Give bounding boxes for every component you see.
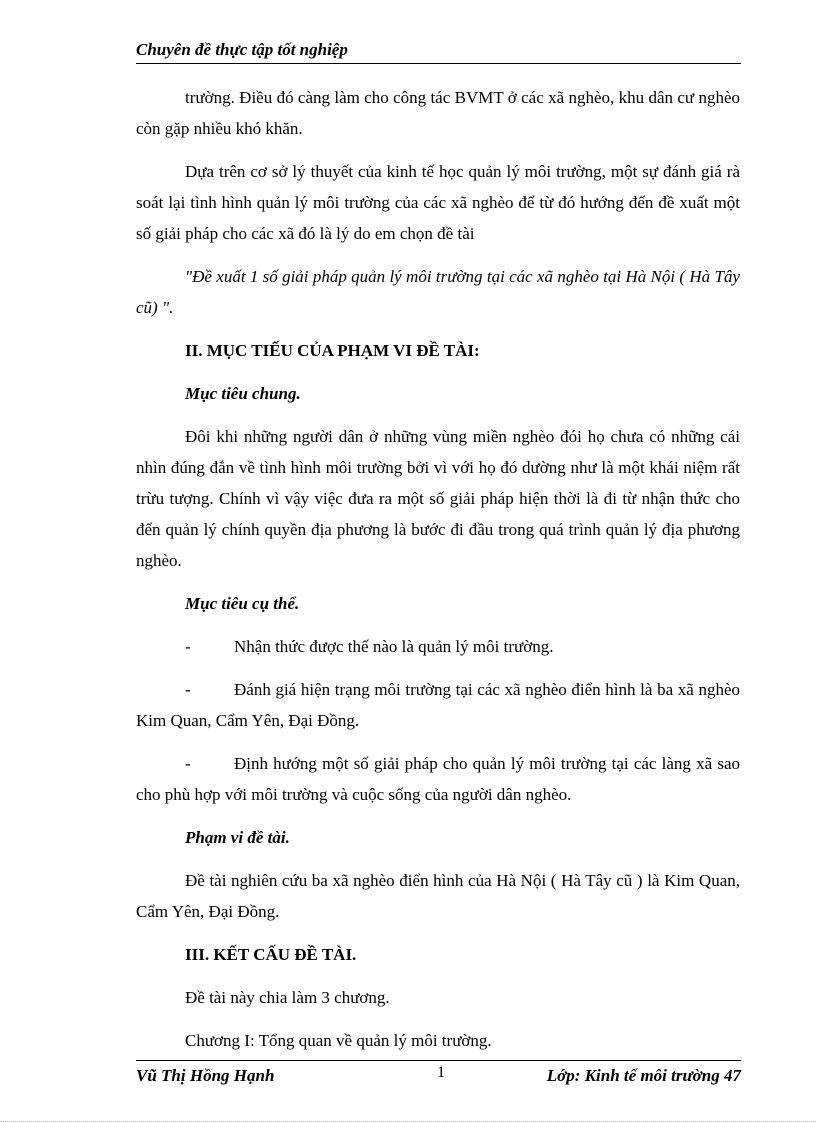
section-heading-structure: III. KẾT CẤU ĐỀ TÀI.	[185, 945, 357, 964]
bullet-dash: -	[185, 637, 191, 656]
paragraph-thesis-title: "Đề xuất 1 số giải pháp quản lý môi trường tại các xã nghèo tại Hà Nội ( Hà Tây cũ) ".	[136, 267, 740, 317]
header-title: Chuyên đề thực tập tốt nghiệp	[136, 40, 348, 59]
page-header	[136, 38, 741, 64]
paragraph-general-objective: Đôi khi những người dân ở những vùng miền nghèo đói họ chưa có những cái nhìn đúng đắn về tình hình môi trường bởi vì với họ đó dường như là một khái niệm rất trừu tượng. Chính vì vậy việc đưa ra một số giải pháp hiện thời là đi từ nhận thức cho đến quản lý chính quyền địa phương là bước đi đầu trong quá trình quản lý địa phương nghèo.	[136, 427, 740, 570]
section-heading-objectives: II. MỤC TIẾU CỦA PHẠM VI ĐỀ TÀI:	[185, 341, 480, 360]
document-body	[136, 82, 740, 1068]
subheading-scope: Phạm vi đề tài.	[185, 828, 290, 847]
list-item	[136, 631, 740, 662]
page-bottom-edge	[0, 1121, 816, 1122]
list-item	[136, 674, 740, 736]
bullet-dash: -	[185, 754, 191, 773]
list-item-text: Đánh giá hiện trạng môi trường tại các xã nghèo điển hình là ba xã nghèo Kim Quan, Cẩm Yên, Đại Đồng.	[136, 680, 740, 730]
list-item	[136, 748, 740, 810]
list-item-text: Nhận thức được thế nào là quản lý môi trường.	[234, 637, 554, 656]
paragraph-chapter-count: Đề tài này chia làm 3 chương.	[185, 988, 390, 1007]
footer-author: Vũ Thị Hồng Hạnh	[136, 1066, 275, 1085]
footer-class-label: Lớp: Kinh tế môi trường 47	[546, 1066, 741, 1085]
bullet-dash: -	[185, 680, 191, 699]
paragraph-chapter-one: Chương I: Tổng quan về quản lý môi trường.	[185, 1031, 492, 1050]
paragraph-scope: Đề tài nghiên cứu ba xã nghèo điển hình của Hà Nội ( Hà Tây cũ ) là Kim Quan, Cẩm Yên, Đại Đồng.	[136, 871, 740, 921]
subheading-general-objective: Mục tiêu chung.	[185, 384, 301, 403]
paragraph-rationale: Dựa trên cơ sở lý thuyết của kinh tế học quản lý môi trường, một sự đánh giá rà soát lại tình hình quản lý môi trường của các xã nghèo để từ đó hướng đến đề xuất một số giải pháp cho các xã đó là lý do em chọn đề tài	[136, 162, 740, 243]
page-number: 1	[437, 1064, 445, 1081]
list-item-text: Định hướng một số giải pháp cho quản lý môi trường tại các làng xã sao cho phù hợp với môi trường và cuộc sống của người dân nghèo.	[136, 754, 740, 804]
paragraph-intro-continuation: trường. Điều đó càng làm cho công tác BVMT ở các xã nghèo, khu dân cư nghèo còn gặp nhiều khó khăn.	[136, 88, 740, 138]
page-footer	[136, 1060, 741, 1091]
subheading-specific-objectives: Mục tiêu cụ thể.	[185, 594, 300, 613]
